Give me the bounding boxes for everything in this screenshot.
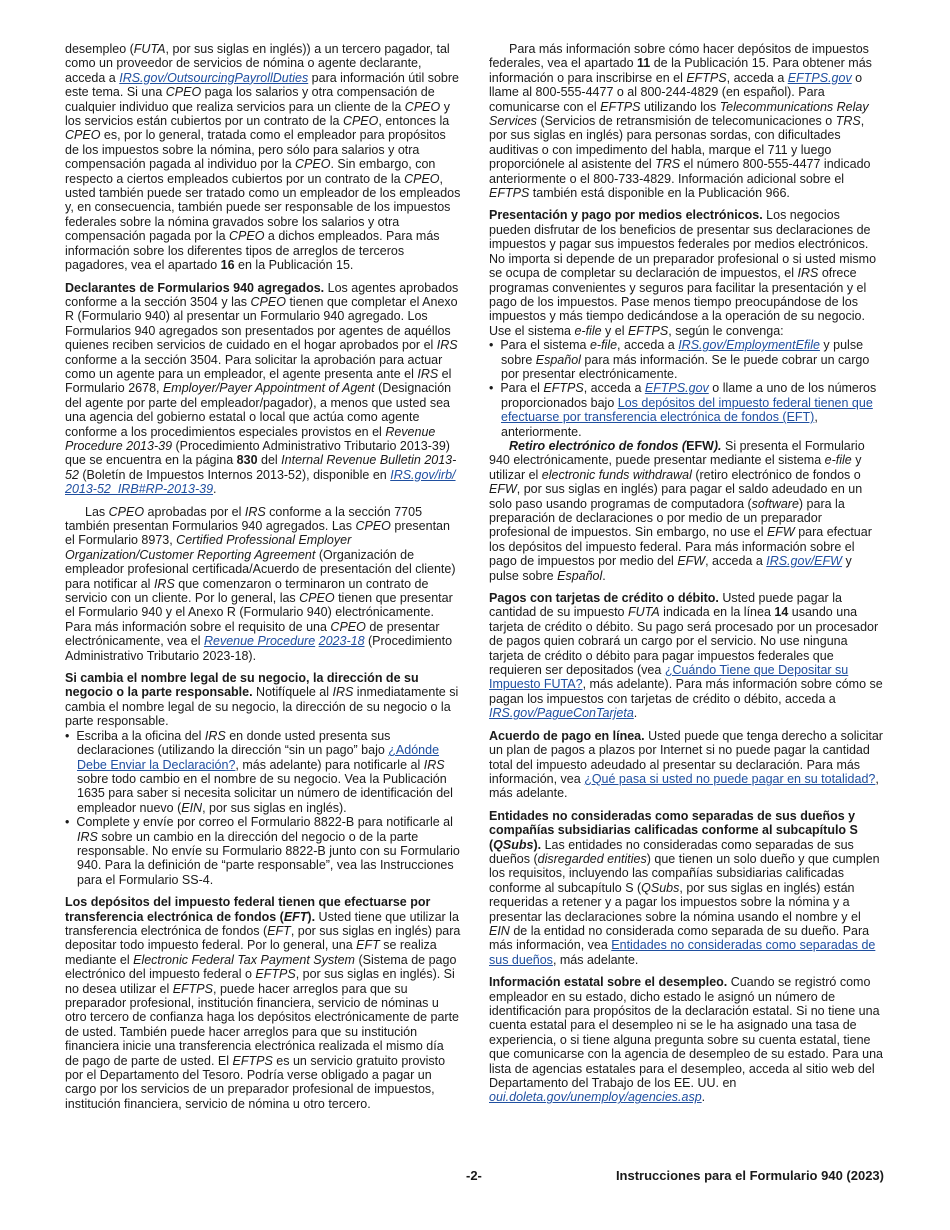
paragraph: Presentación y pago por medios electrónicos. Los negocios pueden disfrutar de los beneficios de presentar sus declaraciones de impuestos y pagar sus impuestos federales por medios electrónicos. No importa si depende de un preparador profesional o si usted mismo se ocupa de completar su declaración de impuestos, el IRS ofrece programas convenientes y seguros para facilitar la presentación y el pago de los impuestos. Pase menos tiempo preocupándose de los impuestos y más tiempo dedicándose a la operación de su negocio. Use el sistema e-file y el EFTPS, según le convenga:	[489, 208, 877, 338]
section-heading: Presentación y pago por medios electrónicos.	[489, 208, 763, 223]
efw-link[interactable]: IRS.gov/EFW	[766, 554, 842, 569]
paragraph: Entidades no consideradas como separadas de sus dueños y compañías subsidiarias calificadas conforme al subcapítulo S (QSubs). Las entidades no consideradas como separadas de sus dueños (disregarded entities) que tienen un solo dueño y que cumplen los requisitos, incluyendo las compañías subsidiarias calificadas conforme al subcapítulo S (QSubs, por sus siglas en inglés) están requeridas a retener y a pagar los impuestos sobre la nómina y a presentar las declaraciones sobre la nómina usando el nombre y el EIN de la entidad no considerada como separada de su dueño. Para más información, vea Entidades no consideradas como separadas de sus dueños, más adelante.	[489, 808, 880, 967]
left-column	[65, 42, 461, 1119]
bullet-item: • Escriba a la oficina del IRS en donde usted presenta sus declaraciones (utilizando la dirección “sin un pago” bajo ¿Adónde Debe Enviar la Declaración?, más adelante) para notificarle al IRS sobre todo cambio en el nombre de su negocio. Vea la Publicación 1635 para saber si necesita solicitar un número de identificación del empleador nuevo (EIN, por sus siglas en inglés).	[65, 729, 461, 815]
quepasa-link[interactable]: ¿Qué pasa si usted no puede pagar en su totalidad?	[584, 771, 876, 786]
section-heading: Los depósitos del impuesto federal tienen que efectuarse por transferencia electrónica de fondos (EFT).	[65, 895, 431, 924]
subsection-heading: Retiro electrónico de fondos (	[509, 438, 687, 453]
section-heading: Acuerdo de pago en línea.	[489, 728, 645, 743]
paragraph: Retiro electrónico de fondos (EFW). Si presenta el Formulario 940 electrónicamente, puede presentar mediante el sistema e-file y utilizar el electronic funds withdrawal (retiro electrónico de fondos o EFW, por sus siglas en inglés) para pagar el saldo adeudado en un solo paso usando programas de computadora (software) para la preparación de declaraciones o por medio de un preparador profesional de impuestos. Sin embargo, no use el EFW para efectuar los depósitos del impuesto federal. Para más información sobre el pago de impuestos por medio del EFW, acceda a IRS.gov/EFW y pulse sobre Español.	[489, 438, 872, 583]
page-number: -2-	[466, 1168, 482, 1183]
bullet-item: • Para el sistema e-file, acceda a IRS.gov/EmploymentEfile y pulse sobre Español para más información. Se le puede cobrar un cargo por presentar electrónicamente.	[489, 338, 885, 381]
irs-irb-link-cont[interactable]: 2013-52_IRB#RP-2013-39	[65, 482, 214, 497]
section-heading: Si cambia el nombre legal de su negocio, la dirección de su negocio o la parte responsable.	[65, 671, 419, 700]
paragraph: Si cambia el nombre legal de su negocio, la dirección de su negocio o la parte responsable. Notifíquele al IRS inmediatamente si cambia el nombre legal de su negocio, la dirección de su negocio o la parte responsable.	[65, 671, 459, 729]
section-heading: Información estatal sobre el desempleo.	[489, 975, 728, 990]
depositos-link[interactable]: Los depósitos del impuesto federal tienen que efectuarse por transferencia electrónica de fondos (EFT)	[501, 395, 873, 425]
irs-irb-link[interactable]: IRS.gov/irb/	[390, 467, 456, 482]
pague-link[interactable]: IRS.gov/PagueConTarjeta	[489, 706, 634, 721]
paragraph: Declarantes de Formularios 940 agregados. Los agentes aprobados conforme a la sección 3504 y las CPEO tienen que completar el Anexo R (Formulario 940) al presentar un Formulario 940 agregado. Los Formularios 940 agregados son presentados por agentes de aquéllos quienes reciben servicios de cuidado en el hogar aprobados por el IRS conforme a la sección 3504. Para solicitar la aprobación para actuar como un agente para un empleador, el agente presenta ante el IRS el Formulario 2678, Employer/Payer Appointment of Agent (Designación del agente por parte del empleador/pagador), a menos que usted sea una agencia del gobierno estatal o local que actúa como agente conforme a los procedimientos especiales provistos en el Revenue Procedure 2013-39 (Procedimiento Administrativo Tributario 2013-39) que se encuentra en la página 830 del Internal Revenue Bulletin 2013-52 (Boletín de Impuestos Internos 2013-52), disponible en IRS.gov/irb/ 2013-52_IRB#RP-2013-39.	[65, 280, 459, 497]
right-column	[489, 42, 885, 1113]
paragraph: Pagos con tarjetas de crédito o débito. Usted puede pagar la cantidad de su impuesto FUTA indicada en la línea 14 usando una tarjeta de crédito o débito. Su pago será procesado por un procesador de pagos quien cobrará un cargo por el servicio. No use ninguna tarjeta de crédito o débito para pagar impuestos federales que requieren ser depositados (vea ¿Cuándo Tiene que Depositar su Impuesto FUTA?, más adelante). Para más información sobre cómo se pagan los impuestos con tarjetas de crédito o débito, acceda a IRS.gov/PagueConTarjeta.	[489, 591, 883, 721]
section-heading: Pagos con tarjetas de crédito o débito.	[489, 591, 719, 606]
paragraph: Las CPEO aprobadas por el IRS conforme a la sección 7705 también presentan Formularios 940 agregados. Las CPEO presentan el Formulario 8973, Certified Professional Employer Organization/Customer Reporting Agreement (Organización de empleador profesional certificada/Acuerdo de presentación del cliente) para notificar al IRS que comenzaron o terminaron un contrato de servicio con un cliente. Por lo general, las CPEO tienen que presentar el Formulario 940 y el Anexo R (Formulario 940) electrónicamente. Para más información sobre el requisito de una CPEO de presentar electrónicamente, vea el Revenue Procedure 2023-18 (Procedimiento Administrativo Tributario 2023-18).	[65, 504, 456, 663]
efile-link[interactable]: IRS.gov/EmploymentEfile	[678, 338, 820, 353]
doleta-link[interactable]: oui.doleta.gov/unemploy/agencies.asp	[489, 1090, 702, 1105]
adonde-link-cont[interactable]: Debe Enviar la Declaración?	[77, 757, 236, 772]
section-heading: Entidades no consideradas como separadas de sus dueños y compañías subsidiarias calificadas conforme al subcapítulo S (QSubs).	[489, 808, 858, 852]
adonde-link[interactable]: ¿Adónde	[388, 743, 440, 758]
paragraph: Para más información sobre cómo hacer depósitos de impuestos federales, vea el apartado 11 de la Publicación 15. Para obtener más información o para inscribirse en el EFTPS, acceda a EFTPS.gov o llame al 800-555-4477 o al 800-244-4829 (en español). Para comunicarse con el EFTPS utilizando los Telecommunications Relay Services (Servicios de retransmisión de telecomunicaciones o TRS, por sus siglas en inglés) para personas sordas, con dificultades auditivas o con impedimento del habla, marque el 711 y luego proporciónele al asistente del TRS el número 800-555-4477 indicado anteriormente o el 800-733-4829. Información adicional sobre el EFTPS también está disponible en la Publicación 966.	[489, 42, 872, 201]
bullet-item: • Complete y envíe por correo el Formulario 8822-B para notificarle al IRS sobre un cambio en la dirección del negocio o de la parte responsable. No envíe su Formulario 8822-B junto con su Formulario 940. Para la definición de “parte responsable”, vea las Instrucciones para el Formulario SS-4.	[65, 815, 461, 887]
section-heading: Declarantes de Formularios 940 agregados.	[65, 280, 325, 295]
bullet-item: • Para el EFTPS, acceda a EFTPS.gov o llame a uno de los números proporcionados bajo Los depósitos del impuesto federal tienen que efectuarse por transferencia electrónica de fondos (EFT), anteriormente.	[489, 381, 885, 439]
entidades-link[interactable]: Entidades no consideradas como separadas de sus dueños	[489, 938, 876, 967]
cuando-link[interactable]: ¿Cuándo Tiene que Depositar su Impuesto FUTA?	[489, 663, 849, 692]
paragraph: Información estatal sobre el desempleo. Cuando se registró como empleador en su estado, dicho estado le asignó un número de identificación para propósitos de la declaración estatal. Si no tiene una cuenta estatal para el desempleo ni se le ha asignado una tasa de experiencia, o si tiene alguna pregunta sobre su cuenta estatal, tiene que comunicarse con la agencia de desempleo de su estado. Para una lista de agencias estatales para el desempleo, acceda al sitio web del Departamento del Trabajo de los EE. UU. en oui.doleta.gov/unemploy/agencies.asp.	[489, 975, 884, 1105]
irs-outsourcing-link[interactable]: IRS.gov/OutsourcingPayrollDuties	[119, 70, 309, 85]
eftps-link[interactable]: EFTPS.gov	[787, 70, 852, 85]
paragraph: Los depósitos del impuesto federal tienen que efectuarse por transferencia electrónica de fondos (EFT). Usted tiene que utilizar la transferencia electrónica de fondos (EFT, por sus siglas en inglés) para depositar todo impuesto federal. Por lo general, una EFT se realiza mediante el Electronic Federal Tax Payment System (Sistema de pago electrónico del impuesto federal o EFTPS, por sus siglas en inglés). Si no desea utilizar el EFTPS, puede hacer arreglos para que su preparador profesional, institución financiera, servicio de nóminas u otro tercero de confianza haga los depósitos electrónicamente de parte de usted. También puede hacer arreglos para que su institución financiera inicie una transferencia electrónica realizada el mismo día de pago de parte de usted. El EFTPS es un servicio gratuito provisto por el Departamento del Tesoro. Podría verse obligado a pagar un cargo por los servicios de un preparador profesional de impuestos, institución financiera, servicio de nómina u otro tercero.	[65, 895, 461, 1111]
paragraph: desempleo (FUTA, por sus siglas en inglés)) a un tercero pagador, tal como un proveedor de servicios de nómina o agente declarante, acceda a IRS.gov/OutsourcingPayrollDuties para información útil sobre este tema. Si una CPEO paga los salarios y otra compensación de cualquier individuo que realiza servicios para un cliente de la CPEO y los servicios están cubiertos por un contrato de la CPEO, entonces la CPEO es, por lo general, tratada como el empleador para propósitos de los impuestos sobre la nómina, pero sólo para salarios y otra compensación pagada al individuo por la CPEO. Sin embargo, con respecto a ciertos empleados cubiertos por un contrato de la CPEO, usted también puede ser tratado como un empleador de los empleados y, en consecuencia, también puede ser responsable de los impuestos federales sobre la nómina gravados sobre los salarios y otra compensación pagada por la CPEO a dichos empleados. Para más información sobre los diferentes tipos de arreglos de terceros pagadores, vea el apartado 16 en la Publicación 15.	[65, 42, 461, 273]
paragraph: Acuerdo de pago en línea. Usted puede que tenga derecho a solicitar un plan de pagos a plazos por Internet si no puede pagar la cantidad total del impuesto adeudado al presentar su declaración. Para más información, vea ¿Qué pasa si usted no puede pagar en su totalidad?, más adelante.	[489, 728, 883, 801]
eftps-link-2[interactable]: EFTPS.gov	[644, 381, 709, 396]
revenue-procedure-link-cont[interactable]: 2023-18	[318, 634, 365, 649]
footer-title: Instrucciones para el Formulario 940 (2023)	[615, 1168, 884, 1183]
revenue-procedure-link[interactable]: Revenue Procedure	[203, 634, 316, 649]
